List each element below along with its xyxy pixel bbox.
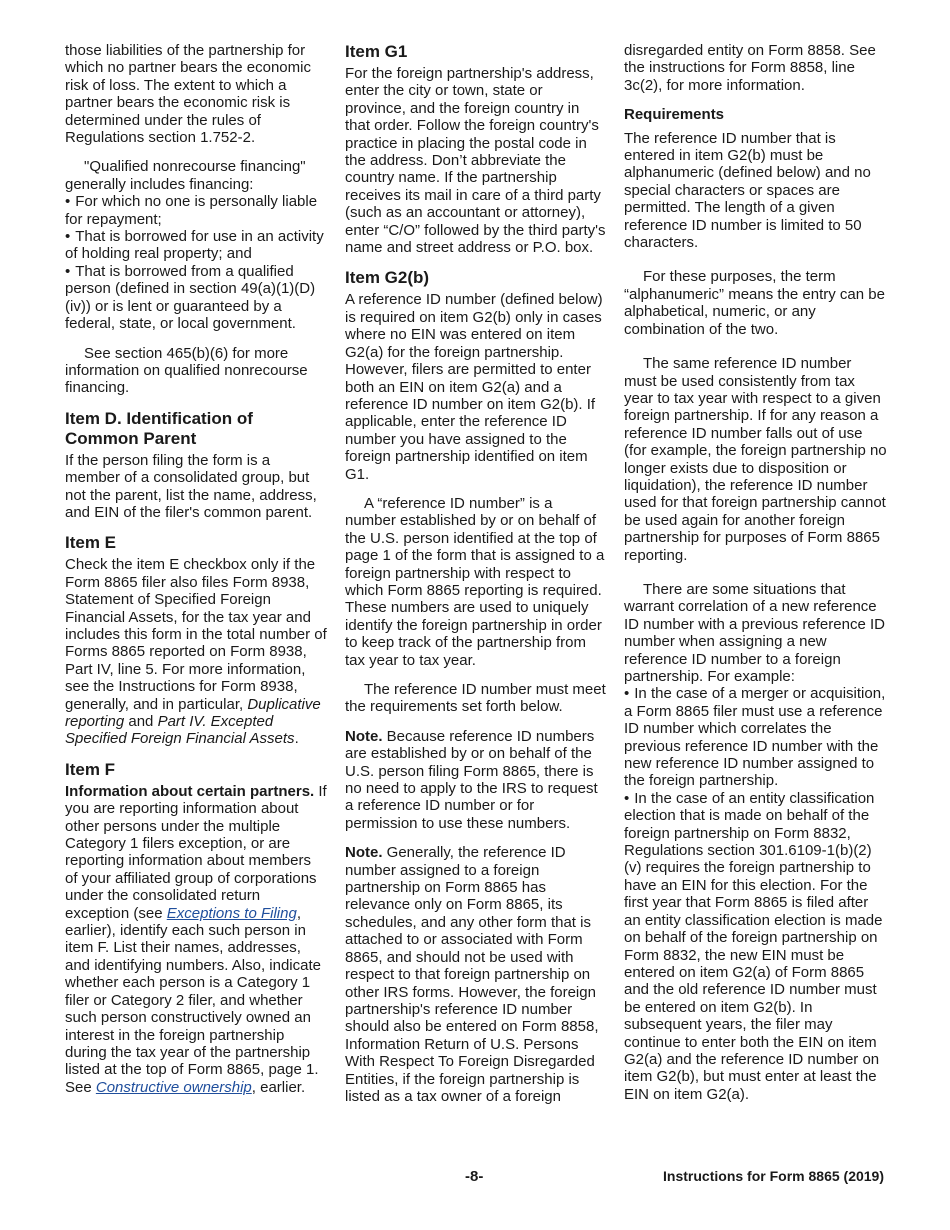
page-number: -8- xyxy=(465,1168,484,1185)
section-heading-item-e: Item E xyxy=(65,533,117,553)
paragraph: For these purposes, the term “alphanumeric” means the entry can be alphabetical, numeric, or any combination of the two. xyxy=(624,268,885,338)
paragraph: those liabilities of the partnership for which no partner bears the economic risk of loss. The extent to which a partner bears the economic risk is determined under the rules of Regulations section 1.752-2. xyxy=(65,42,311,147)
paragraph: For the foreign partnership's address, enter the city or town, state or province, and the foreign country in that order. Follow the foreign country's practice in placing the postal code in the address. Don’t abbreviate the country name. If the partnership receives its mail in care of a third party (such as an accountant or attorney), enter “C/O” followed by the third party's name and street address or P.O. box. xyxy=(345,65,606,257)
bullet-item: • That is borrowed from a qualified person (defined in section 49(a)(1)(D)(iv)) or is lent or guaranteed by a federal, state, or local government. xyxy=(65,263,327,333)
text-run: Check the item E checkbox only if the Form 8865 filer also files Form 8938, Statement of Specified Foreign Financial Assets, for the tax year and includes this form in the total number of Forms 8865 reported on Form 8938, Part IV, line 5. For more information, see the Instructions for Form 8938, generally, and in particular, xyxy=(65,556,327,713)
bullet-item: • In the case of a merger or acquisition, a Form 8865 filer must use a reference ID number which correlates the previous reference ID number with the new reference ID number assigned to the foreign partnership. xyxy=(624,685,888,789)
paragraph: See section 465(b)(6) for more information on qualified nonrecourse financing. xyxy=(65,344,308,397)
paragraph: disregarded entity on Form 8858. See the instructions for Form 8858, line 3c(2), for more information. xyxy=(624,42,876,94)
paragraph xyxy=(65,783,327,1096)
bullet-item: • That is borrowed for use in an activity of holding real property; and xyxy=(65,228,327,263)
paragraph: "Qualified nonrecourse financing" generally includes financing: xyxy=(65,158,306,193)
note-label: Note. xyxy=(345,844,383,862)
text-run: If you are reporting information about other persons under the multiple Category 1 filers exception, or are reporting information about members of your affiliated group of corporations under the consolidated return exception (see xyxy=(65,782,327,922)
text-run: and xyxy=(124,713,158,730)
text-run: Generally, the reference ID number assigned to a foreign partnership on Form 8865 has relevance only on Form 8865, its schedules, and any other form that is attached to or associated with Form 8865, and should not be used with respect to that foreign partnership on other IRS forms. However, the foreign partnership's reference ID number should also be entered on Form 8858, Information Return of U.S. Persons With Respect To Foreign Disregarded Entities, if the foreign partnership is listed as a tax owner of a foreign xyxy=(345,844,599,1105)
paragraph: The reference ID number that is entered in item G2(b) must be alphanumeric (defined below) and no special characters or spaces are permitted. The length of a given reference ID number is limited to 50 characters. xyxy=(624,129,871,252)
italic-reference: Part IV. Excepted Specified Foreign Financial Assets xyxy=(65,713,295,748)
paragraph: The reference ID number must meet the requirements set forth below. xyxy=(345,681,606,716)
bold-lead: Information about certain partners. xyxy=(65,782,315,800)
section-heading-item-g2b: Item G2(b) xyxy=(345,268,430,288)
column-2 xyxy=(345,42,607,1117)
footer-title: Instructions for Form 8865 (2019) xyxy=(663,1168,884,1184)
paragraph: The same reference ID number must be used consistently from tax year to tax year with respect to a given foreign partnership. If for any reason a reference ID number falls out of use (for example, the foreign partnership no longer exists due to disposition or liquidation), the reference ID number used for that foreign partnership cannot be used again for another foreign partnership for purposes of Form 8865 reporting. xyxy=(624,355,887,564)
constructive-ownership-link[interactable]: Constructive ownership xyxy=(95,1078,252,1096)
page-footer xyxy=(0,1168,950,1188)
section-heading-requirements: Requirements xyxy=(624,106,725,124)
bullet-item: • In the case of an entity classification election that is made on behalf of the foreign partnership on Form 8832, Regulations section 301.6109-1(b)(2)(v) requires the foreign partnership to have an EIN for this election. For the first year that Form 8865 is filed after an entity classification election is made on behalf of the foreign partnership on Form 8832, the new EIN must be entered on item G2(a) of Form 8865 and the old reference ID number must be entered on item G2(b). In subsequent years, the filer may continue to enter both the EIN on item G2(a) and the reference ID number on item G2(b), but must enter at least the EIN on item G2(a). xyxy=(624,790,888,1103)
text-run: , earlier. xyxy=(251,1078,306,1096)
paragraph: There are some situations that warrant correlation of a new reference ID number with a previous reference ID number when assigning a new reference ID number to a foreign partnership. For example: xyxy=(624,580,885,685)
column-3 xyxy=(624,42,888,1103)
note-paragraph xyxy=(345,728,607,832)
text-run: , earlier), identify each such person in item F. List their names, addresses, and identifying numbers. Also, indicate whether each person is a Category 1 filer or Category 2 filer, and whether such person constructively owned an interest in the foreign partnership during the tax year of the partnership listed at the top of Form 8865, page 1. See xyxy=(65,904,321,1096)
section-heading-item-g1: Item G1 xyxy=(345,42,408,61)
text-run: Because reference ID numbers are established by or on behalf of the U.S. person filing Form 8865, there is no need to apply to the IRS to request a reference ID number or for permission to use these numbers. xyxy=(345,727,598,832)
paragraph: A “reference ID number” is a number established by or on behalf of the U.S. person identified at the top of page 1 of the form that is assigned to a foreign partnership with respect to which Form 8865 reporting is required. These numbers are used to uniquely identify the foreign partnership in order to keep track of the partnership from tax year to tax year. xyxy=(345,494,605,669)
note-label: Note. xyxy=(345,727,383,745)
bullet-item: • For which no one is personally liable for repayment; xyxy=(65,193,327,228)
paragraph: If the person filing the form is a member of a consolidated group, but not the parent, list the name, address, and EIN of the filer's common parent. xyxy=(65,451,317,521)
text-run: . xyxy=(294,730,299,748)
paragraph xyxy=(65,556,327,747)
exceptions-to-filing-link[interactable]: Exceptions to Filing xyxy=(166,904,297,922)
paragraph: A reference ID number (defined below) is required on item G2(b) only in cases where no EIN was entered on item G2(a) for the foreign partnership. However, filers are permitted to enter both an EIN on item G2(a) and a reference ID number on item G2(b). If applicable, enter the reference ID number you have assigned to the foreign partnership identified on item G1. xyxy=(345,291,603,483)
note-paragraph xyxy=(345,844,607,1105)
section-heading-item-f: Item F xyxy=(65,759,116,779)
section-heading-item-d: Item D. Identification of Common Parent xyxy=(65,408,253,448)
column-1 xyxy=(65,42,327,1108)
italic-reference: Duplicative reporting xyxy=(65,695,321,730)
